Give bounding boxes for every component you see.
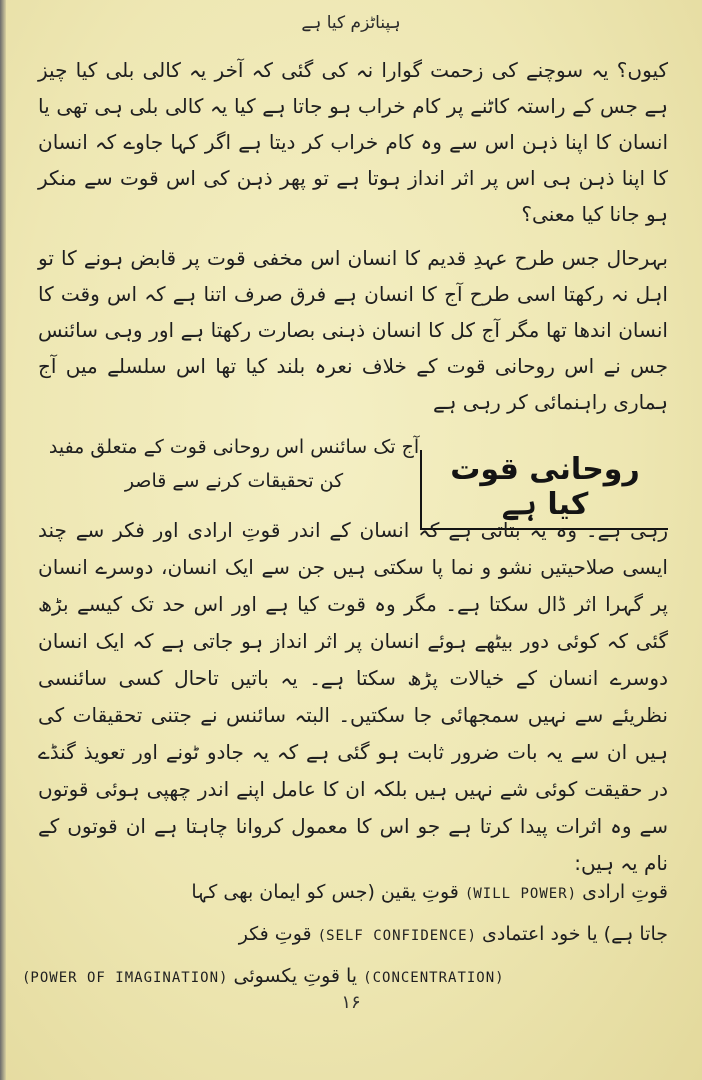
term-will-power-urdu: قوتِ ارادی <box>582 881 668 903</box>
body-text-top <box>38 52 668 428</box>
paragraph-2: بہرحال جس طرح عہدِ قدیم کا انسان اس مخفی قوت پر قابض ہونے کا تو اہل نہ رکھتا اسی طرح آج کا انسان ہے فرق صرف اتنا ہے کہ اس وقت کا انسان اندھا تھا مگر آج کل کا انسان ذہنی بصارت رکھتا ہے اور وہی سائنس جس نے اس روحانی قوت کے خلاف نعرہ بلند کیا تھا اس سلسلے میں آج ہماری راہنمائی کر رہی ہے <box>38 246 668 414</box>
terms-line-2 <box>22 914 668 956</box>
term-self-confidence-urdu: جاتا ہے) یا خود اعتمادی <box>481 923 668 945</box>
term-thought-urdu: قوتِ فکر <box>238 923 312 945</box>
section-heading: روحانی قوت کیا ہے <box>420 450 668 530</box>
terms-list <box>22 872 668 998</box>
page-number: ۱۶ <box>341 992 361 1013</box>
running-head: ہپناٹزم کیا ہے <box>301 13 401 33</box>
term-will-power-english: (WILL POWER) <box>464 886 577 902</box>
paragraph-1: کیوں؟ یہ سوچنے کی زحمت گوارا نہ کی گئی کہ آخر یہ کالی بلی کیا چیز ہے جس کے راستہ کاٹنے پر کام خراب ہو جاتا ہے کیا یہ کالی بلی ہی تھی یا انسان کا اپنا ذہن اس سے وہ کام خراب کر دیتا ہے اگر کہا جاوے کہ انسان کا اپنا ذہن ہی اس پر اثر انداز ہوتا ہے تو پھر ذہن کی اس قوت سے منکر ہو جانا کیا معنی؟ <box>38 58 668 226</box>
term-imagination-english: (POWER OF IMAGINATION) <box>22 970 228 986</box>
term-faith-urdu: قوتِ یقین (جس کو ایمان بھی کہا <box>191 881 459 903</box>
section-intro-text: آج تک سائنس اس روحانی قوت کے متعلق مفید کن تحقیقات کرنے سے قاصر <box>48 436 420 492</box>
section-heading-block <box>38 430 668 522</box>
term-self-confidence-english: (SELF CONFIDENCE) <box>317 928 476 944</box>
terms-line-1 <box>22 872 668 914</box>
term-concentration-english: (CONCENTRATION) <box>363 970 505 986</box>
term-concentration-urdu: یا قوتِ یکسوئی <box>233 965 358 987</box>
paragraph-3: رہی ہے۔ وہ یہ بتاتی ہے کہ انسان کے اندر قوتِ ارادی اور فکر سے چند ایسی صلاحیتیں نشو و نما پا سکتی ہیں جن سے ایک انسان، دوسرے انسان پر گہرا اثر ڈال سکتا ہے۔ مگر وہ قوت کیا ہے اور اس حد تک کیسے بڑھ گئی کہ کوئی دور بیٹھے ہوئے انسان پر اثر انداز ہو جاتی ہے کہ ایک انسان دوسرے انسان کے خیالات پڑھ سکتا ہے۔ یہ باتیں تاحال کسی سائنسی نظریئے سے نہیں سمجھائی جا سکتیں۔ البتہ سائنس نے جتنی تحقیقات کی ہیں ان سے یہ بات ضرور ثابت ہو گئی ہے کہ یہ جادو ٹونے اور تعویذ گنڈے در حقیقت کوئی شے نہیں ہیں بلکہ ان کا عامل اپنے اندر چھپی ہوئی قوتوں سے وہ اثرات پیدا کرتا ہے جو اس کا معمول کروانا چاہتا ہے ان قوتوں کے نام یہ ہیں: <box>38 518 668 875</box>
